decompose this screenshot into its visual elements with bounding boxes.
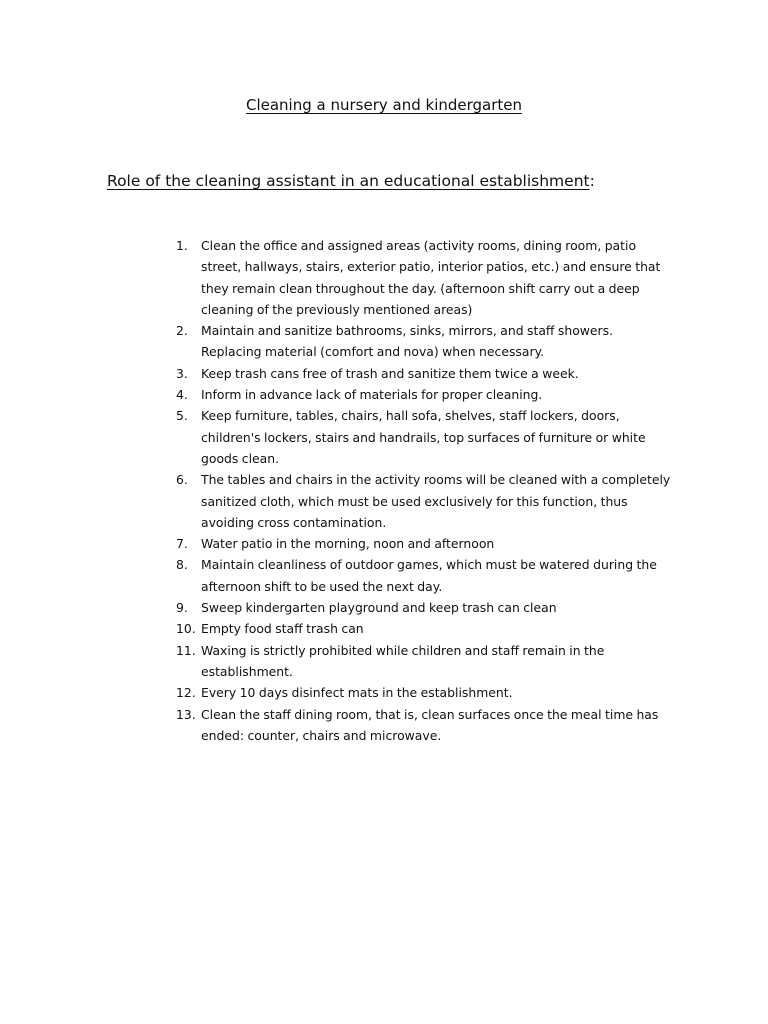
list-item-text: The tables and chairs in the activity rooms will be cleaned with a completely sanitized cloth, which must be used exclusively for this function, thus avoiding cross contamination. [201, 472, 671, 530]
list-item-number: 9. [176, 600, 188, 616]
list-item-text: Water patio in the morning, noon and afternoon [201, 536, 495, 552]
list-item-number: 10. [176, 621, 196, 637]
list-item [176, 235, 671, 320]
list-item-number: 7. [176, 536, 188, 552]
list-item-text: Inform in advance lack of materials for proper cleaning. [201, 387, 543, 403]
section-heading-text: Role of the cleaning assistant in an educational establishment [107, 172, 590, 190]
list-item [176, 682, 671, 703]
list-item-text: Clean the staff dining room, that is, clean surfaces once the meal time has ended: counter, chairs and microwave. [201, 706, 659, 743]
list-item-text: Every 10 days disinfect mats in the establishment. [201, 685, 513, 701]
list-item-number: 1. [176, 238, 188, 253]
list-item [176, 405, 671, 469]
list-item [176, 597, 671, 618]
list-item-text: Maintain and sanitize bathrooms, sinks, mirrors, and staff showers. Replacing material (comfort and nova) when necessary. [201, 323, 614, 360]
list-item-text: Clean the office and assigned areas (activity rooms, dining room, patio street, hallways, stairs, exterior patio, interior patios, etc.) and ensure that they remain clean throughout the day. (afternoon shift carry out a deep cleaning of the previously mentioned areas) [201, 238, 661, 317]
list-item-text: Waxing is strictly prohibited while children and staff remain in the establishment. [201, 642, 605, 679]
list-item [176, 618, 671, 639]
list-item-text: Keep trash cans free of trash and sanitize them twice a week. [201, 365, 579, 381]
task-list [176, 235, 671, 746]
section-heading-colon: : [589, 172, 595, 190]
list-item-text: Sweep kindergarten playground and keep trash can clean [201, 600, 557, 616]
list-item-number: 6. [176, 472, 188, 488]
list-item [176, 363, 671, 384]
list-item [176, 554, 671, 597]
list-item-number: 5. [176, 408, 188, 424]
list-item [176, 704, 671, 747]
list-item-number: 4. [176, 387, 188, 403]
list-item-text: Empty food staff trash can [201, 621, 364, 637]
list-item [176, 533, 671, 554]
list-item-text: Keep furniture, tables, chairs, hall sofa, shelves, staff lockers, doors, children's lockers, stairs and handrails, top surfaces of furniture or white goods clean. [201, 408, 646, 466]
list-item-text: Maintain cleanliness of outdoor games, which must be watered during the afternoon shift to be used the next day. [201, 557, 657, 594]
list-item-number: 12. [176, 685, 196, 701]
list-item-number: 3. [176, 365, 188, 381]
list-item [176, 320, 671, 363]
document-title-text: Cleaning a nursery and kindergarten [245, 96, 523, 114]
list-item-number: 11. [176, 642, 196, 658]
list-item-number: 13. [176, 706, 196, 722]
document-title [0, 94, 768, 116]
section-heading [107, 170, 727, 192]
list-item [176, 640, 671, 683]
list-item [176, 384, 671, 405]
list-item [176, 469, 671, 533]
list-item-number: 2. [176, 323, 188, 339]
list-item-number: 8. [176, 557, 188, 573]
